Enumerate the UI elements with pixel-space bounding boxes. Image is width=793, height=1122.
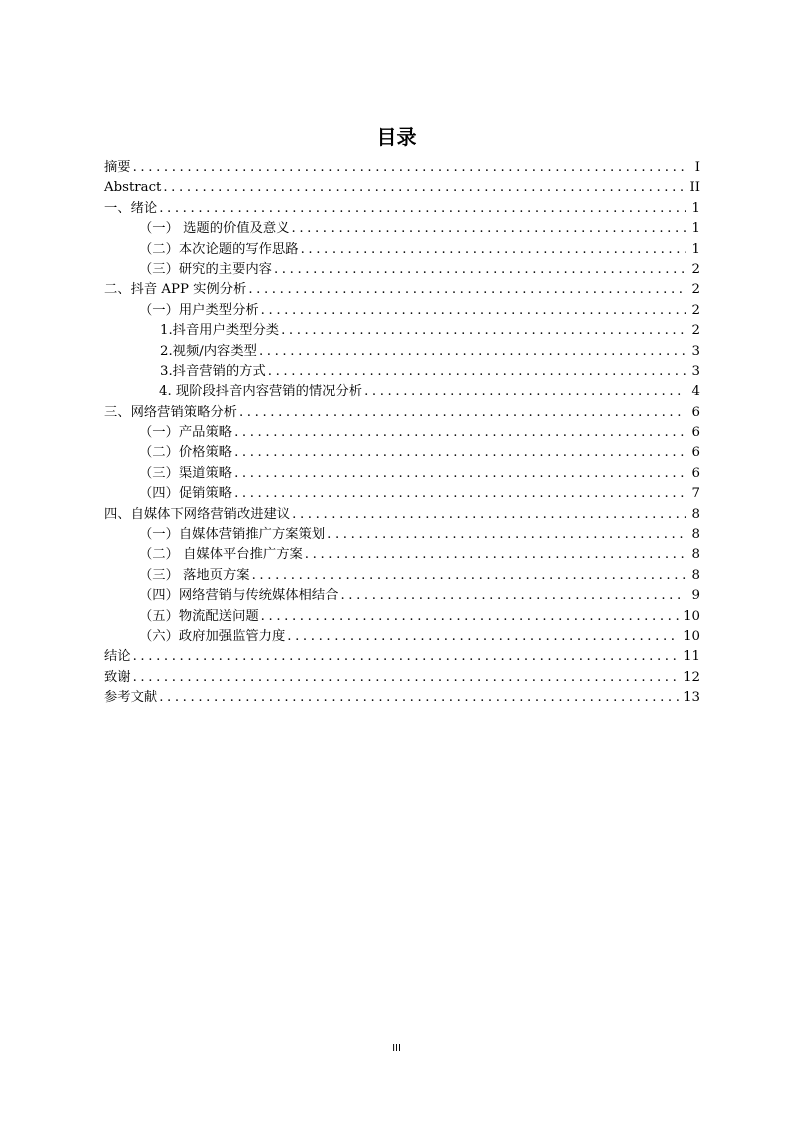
toc-entry-section[interactable] (104, 443, 700, 463)
toc-entry-page: 11 (683, 649, 700, 665)
toc-entry-subsection[interactable] (104, 382, 700, 402)
toc-entry-chapter-2[interactable] (104, 280, 700, 300)
toc-leader-dots (292, 219, 687, 239)
toc-leader-dots (133, 668, 679, 688)
toc-entry-page: 10 (683, 628, 700, 644)
toc-leader-dots (234, 443, 686, 463)
toc-entry-subsection[interactable] (104, 342, 700, 362)
toc-entry-page: 2 (691, 261, 700, 277)
toc-entry-page: 12 (683, 669, 700, 685)
toc-entry-page: 6 (691, 445, 700, 461)
toc-entry-section[interactable] (104, 240, 700, 260)
toc-entry-page: I (694, 160, 700, 175)
toc-entry-page: 8 (691, 567, 700, 583)
toc-entry-conclusion[interactable] (104, 647, 700, 667)
toc-entry-label: 参考文献 (104, 690, 158, 706)
toc-entry-abstract-cn[interactable] (104, 158, 700, 178)
toc-entry-subsection[interactable] (104, 321, 700, 341)
toc-entry-label: （一）用户类型分析 (139, 302, 259, 318)
toc-leader-dots (133, 158, 686, 178)
toc-leader-dots (292, 505, 686, 525)
toc-leader-dots (159, 688, 679, 708)
toc-entry-label: 1.抖音用户类型分类 (160, 323, 280, 339)
toc-leader-dots (305, 545, 686, 565)
toc-entry-label: 摘要 (104, 160, 131, 175)
toc-entry-references[interactable] (104, 688, 700, 708)
toc-entry-page: 8 (691, 547, 700, 563)
toc-entry-label: 3.抖音营销的方式 (160, 363, 266, 379)
toc-entry-page: 6 (691, 425, 700, 441)
toc-entry-label: （三）渠道策略 (139, 465, 233, 481)
toc-entry-page: 2 (691, 302, 700, 318)
toc-leader-dots (327, 525, 686, 545)
toc-entry-label: （二）本次论题的写作思路 (139, 241, 299, 257)
toc-entry-label: 四、自媒体下网络营销改进建议 (104, 506, 291, 522)
toc-entry-label: 一、绪论 (104, 200, 158, 216)
toc-entry-section[interactable] (104, 464, 700, 484)
toc-entry-label: （二） 自媒体平台推广方案 (139, 547, 303, 563)
toc-entry-label: （六）政府加强监管力度 (139, 628, 286, 644)
toc-entry-label: 2.视频/内容类型 (160, 343, 257, 359)
toc-entry-page: 13 (683, 690, 700, 706)
toc-leader-dots (287, 627, 679, 647)
toc-entry-section[interactable] (104, 627, 700, 647)
toc-entry-page: II (689, 180, 700, 196)
toc-entry-section[interactable] (104, 423, 700, 443)
toc-entry-page: 10 (683, 608, 700, 624)
toc-entry-page: 2 (691, 323, 700, 339)
toc-entry-section[interactable] (104, 301, 700, 321)
toc-entry-page: 1 (691, 221, 700, 237)
toc-entry-page: 8 (691, 506, 700, 522)
toc-entry-label: 4. 现阶段抖音内容营销的情况分析 (159, 384, 363, 400)
toc-entry-page: 6 (691, 404, 700, 420)
toc-leader-dots (234, 464, 686, 484)
toc-entry-section[interactable] (104, 586, 700, 606)
toc-entry-label: 致谢 (104, 669, 131, 685)
toc-entry-acknowledgements[interactable] (104, 668, 700, 688)
toc-entry-label: （五）物流配送问题 (139, 608, 259, 624)
toc-leader-dots (274, 260, 686, 280)
toc-leader-dots (234, 484, 686, 504)
toc-entry-label: （一）产品策略 (139, 425, 233, 441)
toc-entry-label: （三）研究的主要内容 (139, 261, 272, 277)
toc-entry-subsection[interactable] (104, 362, 700, 382)
toc-entry-page: 6 (691, 465, 700, 481)
toc-leader-dots (159, 199, 686, 219)
toc-leader-dots (281, 321, 686, 341)
toc-entry-page: 1 (691, 200, 700, 216)
toc-entry-chapter-4[interactable] (104, 505, 700, 525)
table-of-contents (104, 158, 700, 709)
toc-entry-label: 三、网络营销策略分析 (104, 404, 237, 420)
toc-entry-page: 3 (691, 343, 700, 359)
toc-entry-chapter-3[interactable] (104, 403, 700, 423)
toc-leader-dots (259, 342, 686, 362)
page-title: 目录 (376, 125, 417, 149)
toc-entry-label: 二、抖音 APP 实例分析 (104, 282, 247, 298)
toc-entry-section[interactable] (104, 260, 700, 280)
toc-entry-label: 结论 (104, 649, 131, 665)
toc-entry-label: （一） 选题的价值及意义 (139, 221, 290, 237)
toc-entry-page: 7 (691, 486, 700, 502)
toc-entry-label: Abstract (104, 180, 162, 196)
toc-entry-label: （一）自媒体营销推广方案策划 (139, 527, 326, 543)
toc-leader-dots (301, 240, 686, 260)
toc-entry-page: 1 (691, 241, 700, 257)
toc-entry-page: 8 (691, 527, 700, 543)
toc-leader-dots (268, 362, 686, 382)
toc-leader-dots (163, 178, 685, 198)
toc-leader-dots (234, 423, 686, 443)
toc-leader-dots (261, 607, 679, 627)
toc-entry-page: 9 (691, 588, 700, 604)
toc-entry-label: （二）价格策略 (139, 445, 233, 461)
toc-entry-abstract-en[interactable] (104, 178, 700, 198)
page-number: III (392, 1043, 401, 1054)
toc-entry-section[interactable] (104, 219, 700, 239)
toc-leader-dots (340, 586, 686, 606)
toc-leader-dots (261, 301, 686, 321)
toc-leader-dots (133, 647, 679, 667)
toc-entry-section[interactable] (104, 525, 700, 545)
toc-entry-section[interactable] (104, 484, 700, 504)
toc-entry-page: 3 (691, 363, 700, 379)
toc-entry-page: 4 (691, 384, 700, 400)
toc-leader-dots (239, 403, 686, 423)
toc-entry-label: （四）促销策略 (139, 486, 233, 502)
toc-leader-dots (252, 566, 686, 586)
toc-entry-label: （四）网络营销与传统媒体相结合 (139, 588, 339, 604)
toc-entry-section[interactable] (104, 545, 700, 565)
toc-leader-dots (248, 280, 686, 300)
toc-entry-chapter-1[interactable] (104, 199, 700, 219)
toc-entry-section[interactable] (104, 607, 700, 627)
toc-entry-page: 2 (691, 282, 700, 298)
toc-entry-section[interactable] (104, 566, 700, 586)
toc-leader-dots (364, 382, 686, 402)
toc-entry-label: （三） 落地页方案 (139, 567, 250, 583)
